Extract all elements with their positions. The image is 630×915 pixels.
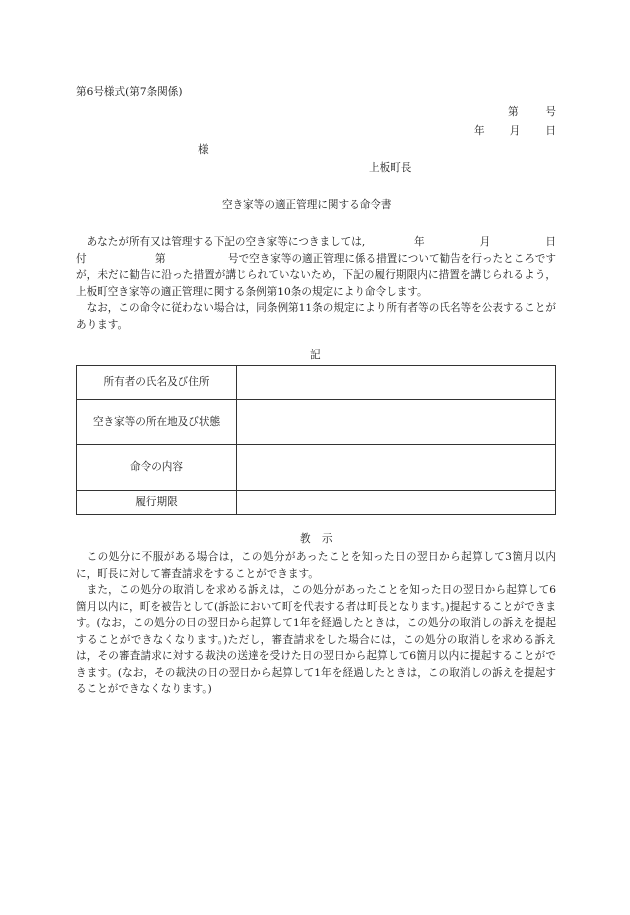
notice-heading: 教 示 — [300, 533, 333, 545]
body-line-2 — [76, 251, 556, 268]
date-year: 年 — [474, 125, 485, 137]
record-table — [76, 365, 556, 515]
doc-number-prefix: 第 — [508, 106, 519, 118]
body-paragraph-2: なお，この命令に従わない場合は，同条例第11条の規定により所有者等の氏名等を公表することがあります。 — [76, 302, 556, 331]
issuer: 上板町長 — [369, 162, 412, 174]
notice-text — [76, 549, 556, 698]
body-date-suffix: 付 — [76, 252, 87, 265]
body-date-month: 月 — [479, 236, 491, 248]
body-lead: あなたが所有又は管理する下記の空き家等につきましては, — [86, 236, 366, 248]
table-row — [77, 491, 556, 515]
date-month: 月 — [509, 125, 521, 137]
row-label-deadline: 履行期限 — [77, 491, 237, 515]
row-value-owner — [237, 366, 556, 400]
body-line-2-text: 号で空き家等の適正管理に係る措置について勧告を行ったところです — [227, 252, 556, 265]
body-text — [76, 234, 556, 333]
document-number — [508, 104, 556, 121]
table-row — [77, 445, 556, 491]
table-row — [77, 366, 556, 400]
form-number: 第6号様式(第7条関係) — [76, 86, 183, 98]
doc-number-suffix: 号 — [545, 106, 556, 118]
row-label-owner: 所有者の氏名及び住所 — [77, 366, 237, 400]
table-row — [77, 400, 556, 445]
document-date — [474, 123, 556, 140]
row-value-deadline — [237, 491, 556, 515]
body-date — [414, 234, 556, 251]
body-date-year: 年 — [414, 236, 425, 248]
notice-paragraph-1: この処分に不服がある場合は，この処分があったことを知った日の翌日から起算して3箇月以内に，町長に対して審査請求をすることができます。 — [76, 551, 556, 580]
body-date-day: 日 — [545, 236, 556, 248]
row-value-location — [237, 400, 556, 445]
body-continuation: が，未だに勧告に沿った措置が講じられていないため，下記の履行期限内に措置を講じられるよう，上板町空き家等の適正管理に関する条例第10条の規定により命令します。 — [76, 269, 556, 298]
row-label-order: 命令の内容 — [77, 445, 237, 491]
row-value-order — [237, 445, 556, 491]
body-line-1 — [76, 234, 556, 251]
row-label-location: 空き家等の所在地及び状態 — [77, 400, 237, 445]
body-number-prefix: 第 — [154, 252, 166, 265]
date-day: 日 — [545, 125, 556, 137]
notice-paragraph-2: また，この処分の取消しを求める訴えは，この処分があったことを知った日の翌日から起算して6箇月以内に，町を被告として(訴訟において町を代表する者は町長となります。)提起することができます。(なお，この処分の日の翌日から起算して1年を経過したときは，この処分の取消しの訴えを提起することができなくなります。)ただし，審査請求をした場合には，この処分の取消しを求める訴えは，その審査請求に対する裁決の送達を受けた日の翌日から起算して6箇月以内に提起することができます。(なお，その裁決の日の翌日から起算して1年を経過したときは，この取消しの訴えを提起することができなくなります。) — [76, 584, 556, 695]
document-title: 空き家等の適正管理に関する命令書 — [222, 199, 392, 211]
addressee-suffix: 様 — [198, 144, 209, 156]
ki-heading: 記 — [310, 349, 321, 361]
